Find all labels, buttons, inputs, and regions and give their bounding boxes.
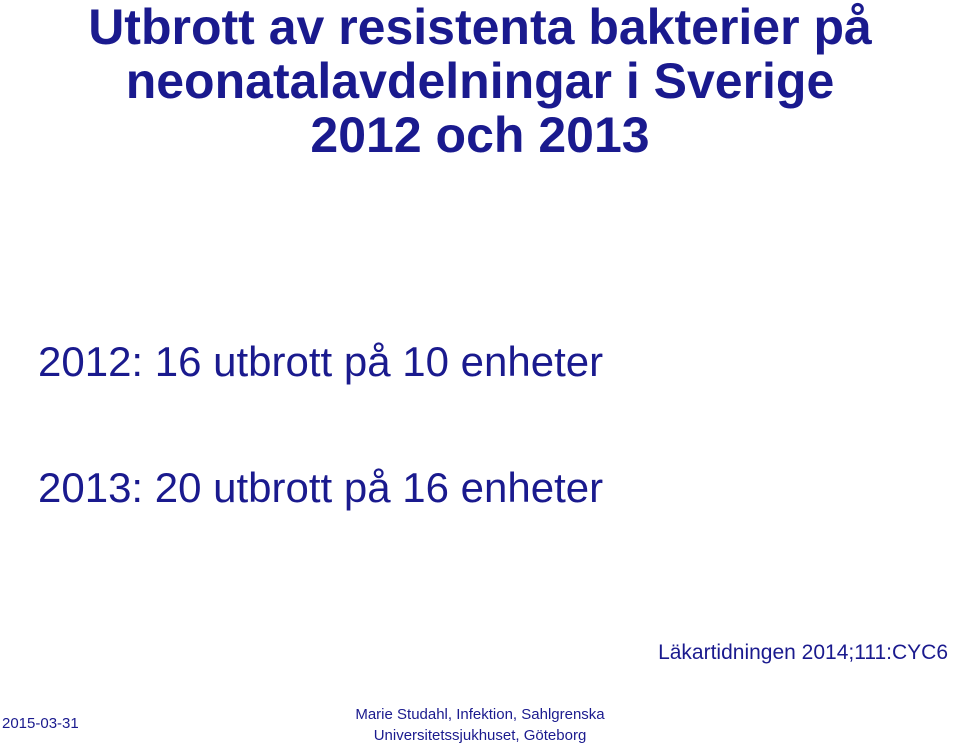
title-line-3: 2012 och 2013 [310,107,650,163]
footer-author-line-2: Universitetssjukhuset, Göteborg [373,727,587,744]
bullet-2013: 2013: 20 utbrott på 16 enheter [38,464,604,511]
footer-author [330,704,630,746]
title-line-1: Utbrott av resistenta bakterier på [88,0,872,55]
bullet-2012: 2012: 16 utbrott på 10 enheter [38,338,604,385]
citation-reference: Läkartidningen 2014;111:CYC6 [658,641,948,664]
footer-date: 2015-03-31 [2,715,79,732]
footer-author-line-1: Marie Studahl, Infektion, Sahlgrenska [355,706,605,723]
slide-title [0,0,960,162]
title-line-2: neonatalavdelningar i Sverige [125,53,835,109]
